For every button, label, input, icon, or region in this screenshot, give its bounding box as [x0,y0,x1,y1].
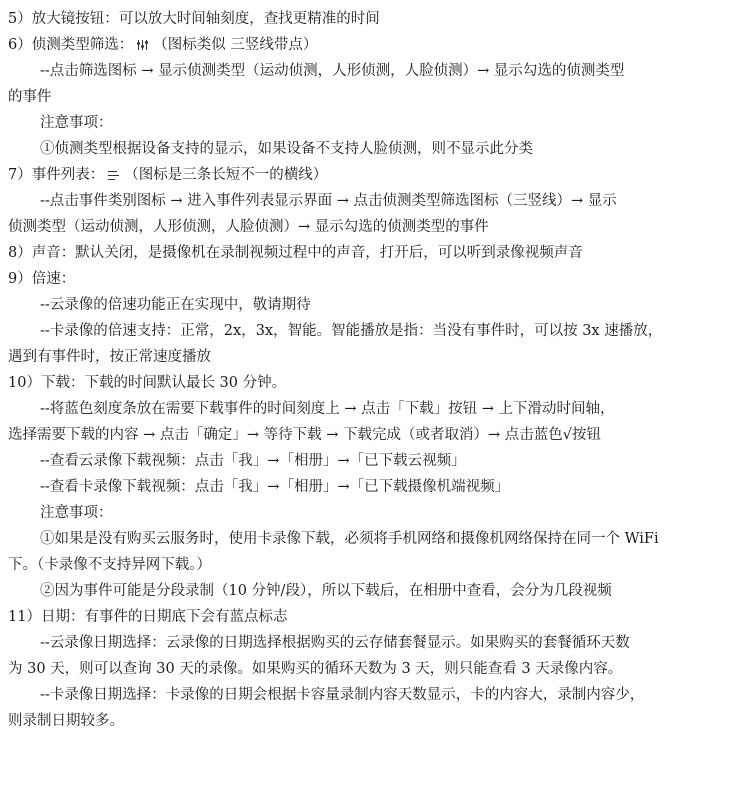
text-line: 10）下载：下载的时间默认最长 30 分钟。 [8,375,287,391]
text-line: 11）日期：有事件的日期底下会有蓝点标志 [8,609,288,625]
text-line: ①如果是没有购买云服务时，使用卡录像下载，必须将手机网络和摄像机网络保持在同一个 WiFi [40,531,659,547]
text-line: 为 30 天，则可以查询 30 天的录像。如果购买的循环天数为 3 天，则只能查看 3 天录像内容。 [8,661,623,677]
text-line: 的事件 [8,89,52,105]
text-line: --点击筛选图标 → 显示侦测类型（运动侦测，人形侦测，人脸侦测）→ 显示勾选的侦测类型 [40,63,625,79]
text-line: --卡录像的倍速支持：正常，2x，3x，智能。智能播放是指：当没有事件时，可以按 3x 速播放， [40,323,663,339]
text-line [8,162,742,188]
text-line: 注意事项： [40,115,113,131]
text-line: 5）放大镜按钮：可以放大时间轴刻度，查找更精准的时间 [8,11,380,27]
text-line: 选择需要下载的内容 → 点击「确定」→ 等待下载 → 下载完成（或者取消）→ 点击蓝色√按钮 [8,427,601,443]
text-line: --卡录像日期选择：卡录像的日期会根据卡容量录制内容天数显示，卡的内容大，录制内容少， [40,687,645,703]
event-list-icon [108,170,120,181]
text-line: --查看云录像下载视频：点击「我」→「相册」→「已下载云视频」 [40,453,466,469]
filter-icon [137,39,149,51]
text-line: --查看卡录像下载视频：点击「我」→「相册」→「已下载摄像机端视频」 [40,479,510,495]
text-line: 则录制日期较多。 [8,713,124,729]
text-span: 7）事件列表： [8,167,105,183]
text-line: --点击事件类别图标 → 进入事件列表显示界面 → 点击侦测类型筛选图标（三竖线）→ 显示 [40,193,617,209]
text-line: --将蓝色刻度条放在需要下载事件的时间刻度上 → 点击「下载」按钮 → 上下滑动时间轴， [40,401,615,417]
text-line: --云录像的倍速功能正在实现中，敬请期待 [40,297,311,313]
text-span: （图标类似 三竖线带点） [153,37,318,53]
text-line: 下。（卡录像不支持异网下载。） [8,557,211,573]
text-line: --云录像日期选择：云录像的日期选择根据购买的云存储套餐显示。如果购买的套餐循环天数 [40,635,630,651]
text-line: 注意事项： [40,505,113,521]
document-body [8,6,742,734]
text-line [8,32,742,58]
text-span: （图标是三条长短不一的横线） [124,167,328,183]
text-line: 侦测类型（运动侦测，人形侦测，人脸侦测）→ 显示勾选的侦测类型的事件 [8,219,489,235]
text-line: 遇到有事件时，按正常速度播放 [8,349,211,365]
text-line: 8）声音：默认关闭，是摄像机在录制视频过程中的声音，打开后，可以听到录像视频声音 [8,245,583,261]
text-span: 6）侦测类型筛选： [8,37,134,53]
text-line: ①侦测类型根据设备支持的显示，如果设备不支持人脸侦测，则不显示此分类 [40,141,533,157]
text-line: ②因为事件可能是分段录制（10 分钟/段），所以下载后，在相册中查看，会分为几段视频 [40,583,612,599]
text-line: 9）倍速： [8,271,76,287]
